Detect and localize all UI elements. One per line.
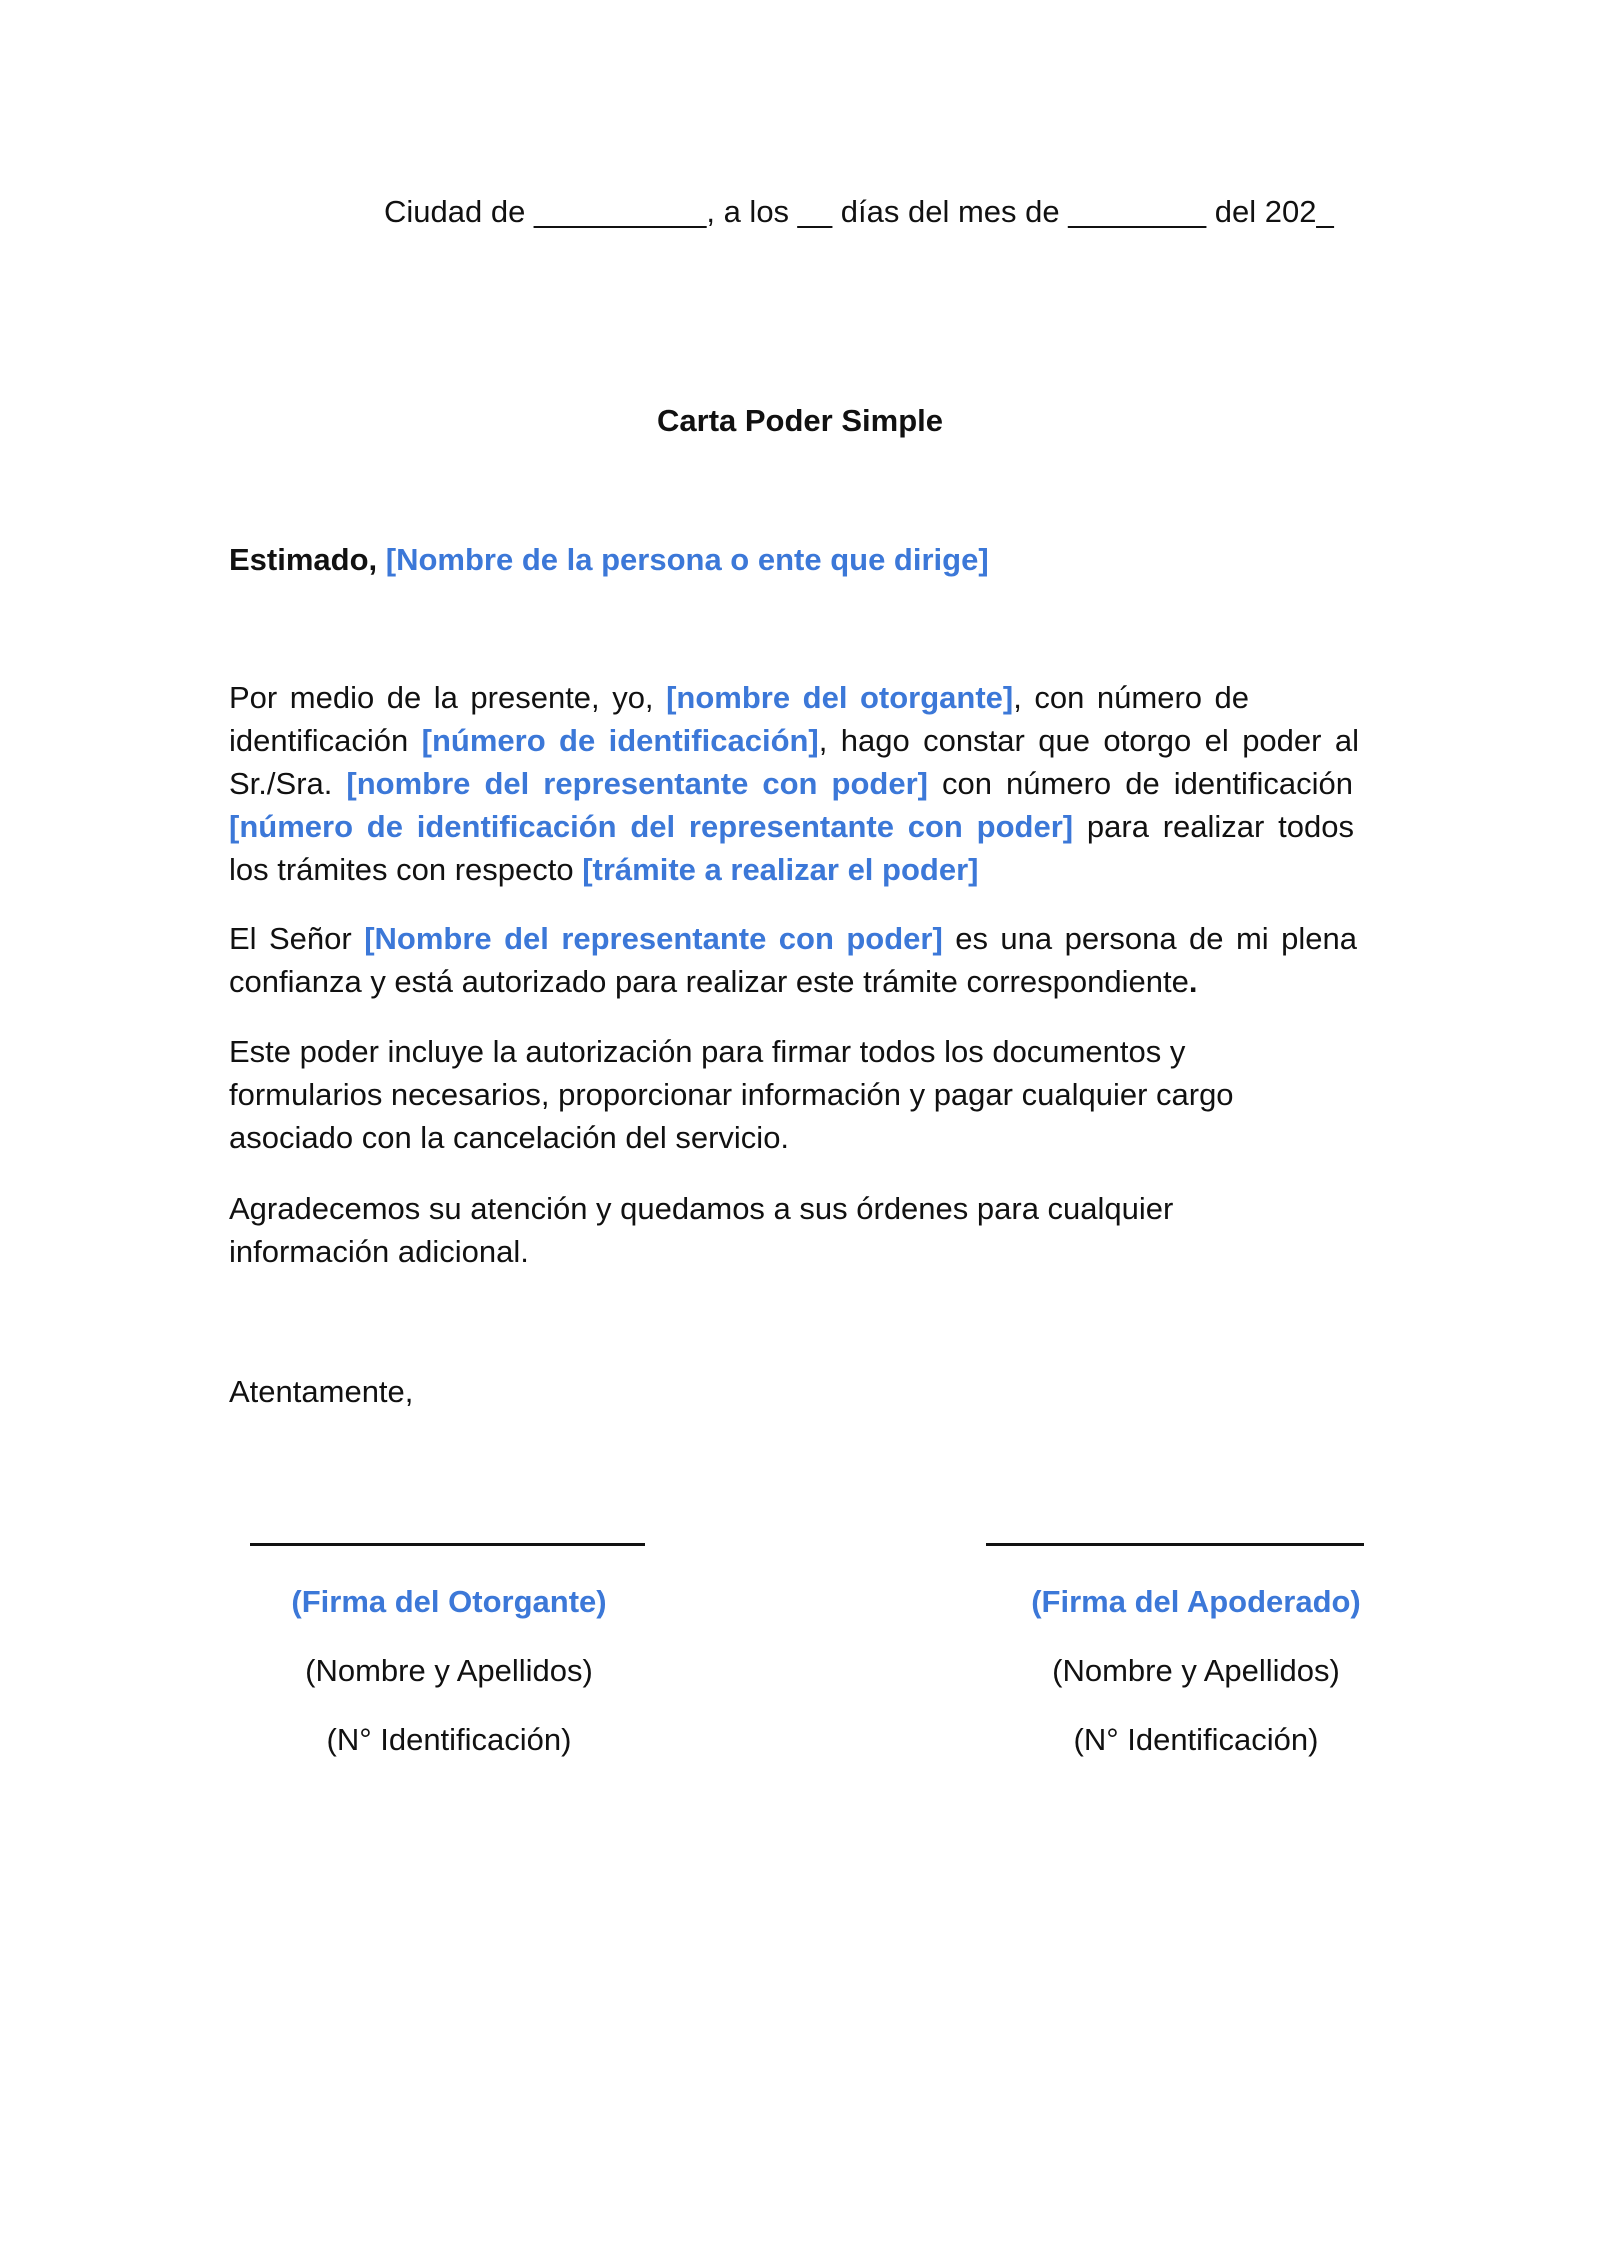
signature-block-grantor [189, 1578, 709, 1764]
recipient-placeholder: [Nombre de la persona o ente que dirige] [385, 542, 989, 577]
grantor-name-placeholder: [nombre del otorgante] [666, 680, 1014, 715]
text: es una persona de mi plena [955, 921, 1357, 956]
text: identificación [229, 723, 409, 758]
signature-id: (N° Identificación) [1073, 1722, 1319, 1757]
signature-line-attorney [986, 1543, 1364, 1546]
date-line: Ciudad de __________, a los __ días del mes de ________ del 202_ [384, 194, 1334, 229]
signature-line-grantor [250, 1543, 645, 1546]
paragraph-scope [229, 1030, 1379, 1159]
text: para realizar todos [1086, 809, 1354, 844]
paragraph-trust [229, 917, 1379, 1003]
greeting [229, 536, 989, 584]
signature-name: (Nombre y Apellidos) [305, 1653, 593, 1688]
text: , con número de [1013, 680, 1250, 715]
text: los trámites con respecto [229, 852, 574, 887]
grantor-id-placeholder: [número de identificación] [421, 723, 819, 758]
procedure-placeholder: [trámite a realizar el poder] [582, 852, 979, 887]
representative-name-placeholder: [Nombre del representante con poder] [364, 921, 943, 956]
paragraph-thanks [229, 1187, 1379, 1273]
text: Sr./Sra. [229, 766, 333, 801]
text: información adicional. [229, 1234, 529, 1269]
document-title: Carta Poder Simple [657, 403, 943, 438]
signature-role: (Firma del Otorgante) [291, 1584, 607, 1619]
greeting-salutation: Estimado, [229, 542, 378, 577]
text: formularios necesarios, proporcionar información y pagar cualquier cargo [229, 1077, 1234, 1112]
text: confianza y está autorizado para realizar este trámite correspondiente [229, 964, 1189, 999]
text: Por medio de la presente, yo, [229, 680, 654, 715]
text: , hago constar que otorgo el poder al [818, 723, 1360, 758]
text: El Señor [229, 921, 352, 956]
representative-id-placeholder: [número de identificación del representante con poder] [229, 809, 1074, 844]
text: Agradecemos su atención y quedamos a sus órdenes para cualquier [229, 1191, 1174, 1226]
signature-id: (N° Identificación) [326, 1722, 572, 1757]
text: asociado con la cancelación del servicio. [229, 1120, 790, 1155]
representative-name-placeholder: [nombre del representante con poder] [346, 766, 928, 801]
signature-name: (Nombre y Apellidos) [1052, 1653, 1340, 1688]
paragraph-authorization [229, 676, 1379, 891]
text: Este poder incluye la autorización para firmar todos los documentos y [229, 1034, 1186, 1069]
text: . [1188, 964, 1198, 999]
signature-block-attorney [936, 1578, 1456, 1764]
text: con número de identificación [942, 766, 1353, 801]
signature-role: (Firma del Apoderado) [1031, 1584, 1361, 1619]
closing: Atentamente, [229, 1374, 414, 1409]
